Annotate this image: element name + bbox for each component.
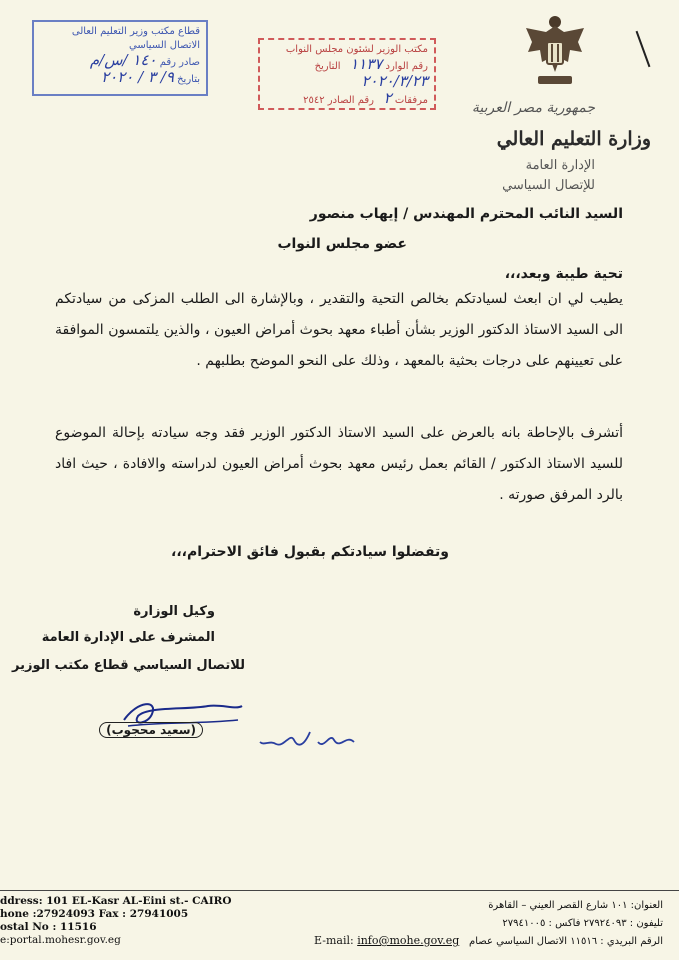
signature-title-3: للاتصال السياسي قطاع مكتب الوزير [12, 658, 245, 673]
stamp-blue-date: ٩/ ٣ / ٢٠٢٠ [101, 68, 174, 86]
paragraph-2: أتشرف بالإحاطة بانه بالعرض على السيد الاستاذ الدكتور الوزير فقد وجه سيادته بإحالة الموضوع للسيد الاستاذ الدكتور / القائم بعمل رئيس معهد بحوث أمراض العيون لدراسته والافادة ، حيث افاد بالرد المرفق صورته . [55, 425, 623, 503]
stamp-red-outgoing: رقم الصادر ٢٥٤٢ [303, 95, 375, 106]
addressee-title: عضو مجلس النواب [277, 236, 407, 252]
department-line1: الإدارة العامة [525, 158, 595, 173]
footer-portal: e:portal.mohesr.gov.eg [0, 934, 121, 946]
footer-address-ar: العنوان: ١٠١ شارع القصر العيني – القاهرة [488, 900, 663, 911]
stamp-blue-line2: الاتصال السياسي [129, 40, 200, 51]
stamp-red-date-label: التاريخ [314, 61, 341, 72]
footer-postal-ar: الرقم البريدي : ١١٥١٦ الاتصال السياسي عصام [469, 936, 663, 947]
footer-divider [0, 890, 679, 891]
incoming-stamp [258, 38, 436, 110]
outgoing-stamp [32, 20, 208, 96]
eagle-emblem-icon [524, 12, 586, 92]
stamp-blue-line1: قطاع مكتب وزير التعليم العالى [71, 26, 200, 37]
signature-title-1: وكيل الوزارة [133, 604, 215, 619]
addressee: السيد النائب المحترم المهندس / إيهاب منصور [309, 206, 623, 222]
republic-name: جمهورية مصر العربية [471, 100, 595, 116]
stamp-red-attach-label: مرفقات [394, 95, 428, 106]
stamp-red-line1: مكتب الوزير لشئون مجلس النواب [285, 44, 428, 55]
stamp-blue-number: ١٤٠ /س/م [89, 51, 157, 69]
greeting: تحية طيبة وبعد،،، [504, 266, 623, 282]
stamp-blue-number-label: صادر رقم [159, 57, 200, 68]
footer-phone-en: hone :27924093 Fax : 27941005 [0, 908, 189, 920]
stamp-red-date: ٢٠٢٠/٣/٢٣ [361, 72, 428, 90]
signatory-name: (سعيد محجوب) [99, 722, 203, 738]
footer-email-label: E-mail: [314, 934, 354, 947]
footer-address-en: ddress: 101 EL-Kasr AL-Eini st.- CAIRO [0, 895, 232, 907]
footer-postal-en: ostal No : 11516 [0, 921, 97, 933]
pen-mark [636, 31, 651, 67]
stamp-blue-date-label: بتاريخ [177, 74, 200, 85]
footer-email [314, 934, 459, 947]
closing-line: وتفضلوا سيادتكم بقبول فائق الاحترام،،، [171, 544, 449, 560]
paragraph-1: يطيب لي ان ابعث لسيادتكم بخالص التحية والتقدير ، وبالإشارة الى الطلب المزكى من سيادتكم الى السيد الاستاذ الدكتور الوزير بشأن أطباء معهد بحوث أمراض العيون ، والذين يلتمسون الموافقة على تعيينهم على درجات بحثية بالمعهد ، وذلك على النحو الموضح بطلبهم . [55, 291, 623, 369]
department-line2: للإتصال السياسي [502, 178, 595, 193]
handwritten-initials-icon [254, 722, 364, 758]
stamp-red-number-label: رقم الوارد [385, 61, 428, 72]
signature-title-2: المشرف على الإدارة العامة [41, 630, 215, 645]
stamp-red-attach: ٢ [383, 89, 392, 107]
ministry-name: وزارة التعليم العالي [496, 128, 651, 150]
stamp-red-number: ١١٣٧ [350, 55, 383, 73]
footer-email-link[interactable]: info@mohe.gov.eg [357, 934, 460, 947]
footer-phone-ar: تليفون : ٢٧٩٢٤٠٩٣ فاكس : ٢٧٩٤١٠٠٥ [502, 918, 663, 929]
